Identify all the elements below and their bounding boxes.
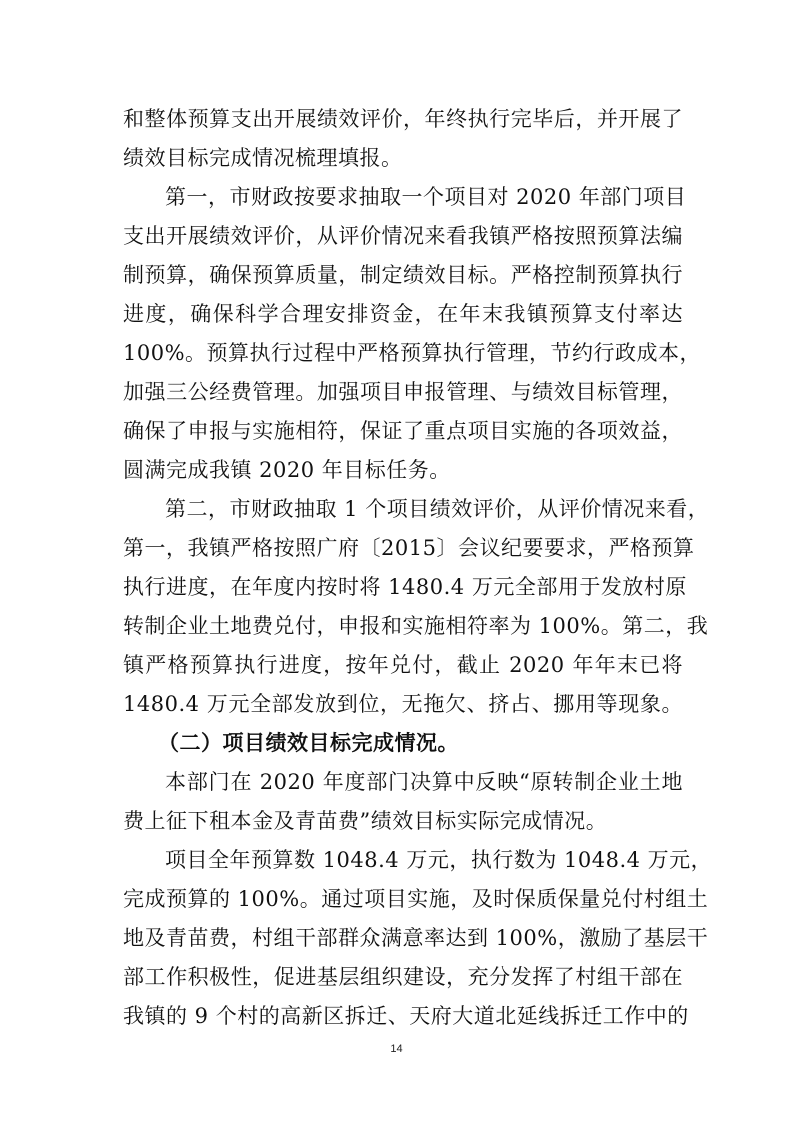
text-line-20: 项目全年预算数 1048.4 万元，执行数为 1048.4 万元， (165, 848, 713, 872)
text-line-3: 第一，市财政按要求抽取一个项目对 2020 年部门项目 (165, 185, 687, 209)
page-number: 14 (390, 1043, 403, 1055)
text-line-16: 1480.4 万元全部发放到位，无拖欠、挤占、挪用等现象。 (123, 692, 683, 716)
text-line-23: 部工作积极性，促进基层组织建设，充分发挥了村组干部在 (123, 965, 683, 989)
text-line-9: 确保了申报与实施相符，保证了重点项目实施的各项效益， (123, 419, 683, 443)
text-line-4: 支出开展绩效评价，从评价情况来看我镇严格按照预算法编 (123, 224, 683, 248)
text-line-6: 进度，确保科学合理安排资金，在年末我镇预算支付率达 (123, 302, 683, 326)
text-line-18: 本部门在 2020 年度部门决算中反映“原转制企业土地 (165, 770, 683, 794)
text-line-2: 绩效目标完成情况梳理填报。 (123, 146, 403, 170)
text-line-12: 第一，我镇严格按照广府〔2015〕会议纪要要求，严格预算 (123, 536, 695, 560)
text-line-15: 镇严格预算执行进度，按年兑付，截止 2020 年年末已将 (123, 653, 683, 677)
text-line-10: 圆满完成我镇 2020 年目标任务。 (123, 458, 451, 482)
text-line-13: 执行进度，在年度内按时将 1480.4 万元全部用于发放村原 (123, 575, 687, 599)
text-line-19: 费上征下租本金及青苗费”绩效目标实际完成情况。 (123, 809, 608, 833)
text-line-5: 制预算，确保预算质量，制定绩效目标。严格控制预算执行 (123, 263, 683, 287)
text-line-14: 转制企业土地费兑付，申报和实施相符率为 100%。第二，我 (123, 614, 709, 638)
text-line-8: 加强三公经费管理。加强项目申报管理、与绩效目标管理， (123, 380, 683, 404)
text-line-24: 我镇的 9 个村的高新区拆迁、天府大道北延线拆迁工作中的 (123, 1004, 689, 1028)
text-line-11: 第二，市财政抽取 1 个项目绩效评价，从评价情况来看， (165, 497, 710, 521)
section-heading: （二）项目绩效目标完成情况。 (158, 731, 459, 755)
text-line-7: 100%。预算执行过程中严格预算执行管理，节约行政成本， (123, 341, 702, 365)
text-line-1: 和整体预算支出开展绩效评价，年终执行完毕后，并开展了 (123, 107, 683, 131)
text-line-21: 完成预算的 100%。通过项目实施，及时保质保量兑付村组土 (123, 887, 709, 911)
text-line-22: 地及青苗费，村组干部群众满意率达到 100%，激励了基层干 (123, 926, 709, 950)
